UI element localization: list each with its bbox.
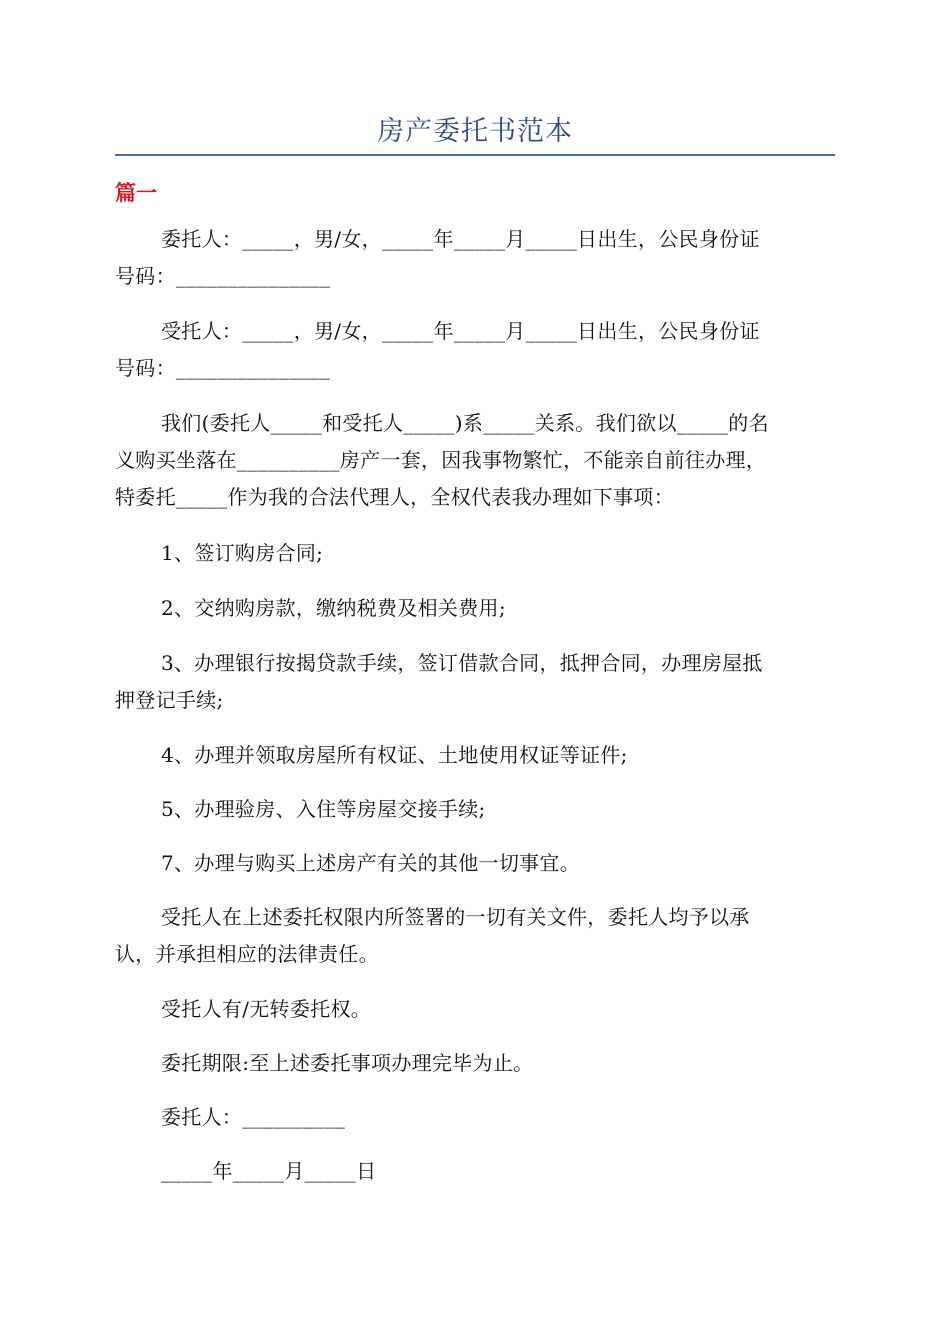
paragraph-principal [115, 221, 835, 295]
paragraph-term [115, 1045, 835, 1082]
paragraph-line: 义购买坐落在__________房产一套，因我事物繁忙，不能亲自前往办理， [115, 448, 767, 472]
paragraph-line: 我们(委托人_____和受托人_____)系_____关系。我们欲以_____的名 [161, 411, 769, 435]
paragraph-authorization [115, 405, 835, 516]
paragraph-line: 2、交纳购房款，缴纳税费及相关费用; [161, 596, 506, 620]
date-line [115, 1153, 835, 1190]
list-item-3 [115, 645, 835, 719]
section-heading: 篇一 [115, 181, 157, 205]
paragraph-line: 委托期限:至上述委托事项办理完毕为止。 [161, 1051, 534, 1075]
paragraph-line: 委托人：_____，男/女，_____年_____月_____日出生，公民身份证 [161, 227, 760, 251]
paragraph-line: 认，并承担相应的法律责任。 [115, 942, 379, 966]
paragraph-line: 特委托_____作为我的合法代理人，全权代表我办理如下事项： [115, 485, 674, 509]
list-item-4 [115, 737, 835, 774]
paragraph-line: 受托人：_____，男/女，_____年_____月_____日出生，公民身份证 [161, 319, 760, 343]
paragraph-liability [115, 899, 835, 973]
paragraph-sub-delegation [115, 991, 835, 1028]
paragraph-line: 受托人在上述委托权限内所签署的一切有关文件，委托人均予以承 [161, 905, 750, 929]
paragraph-line: 4、办理并领取房屋所有权证、土地使用权证等证件; [161, 743, 628, 767]
paragraph-line: 7、办理与购买上述房产有关的其他一切事宜。 [161, 851, 581, 875]
paragraph-line: 3、办理银行按揭贷款手续，签订借款合同，抵押合同，办理房屋抵 [161, 651, 763, 675]
list-item-7 [115, 845, 835, 882]
paragraph-line: 1、签订购房合同; [161, 541, 324, 565]
paragraph-agent [115, 313, 835, 387]
paragraph-line: 号码：_______________ [115, 356, 331, 380]
paragraph-line: 押登记手续; [115, 688, 224, 712]
list-item-5 [115, 791, 835, 828]
paragraph-line: 受托人有/无转委托权。 [161, 997, 372, 1021]
document-title: 房产委托书范本 [377, 116, 573, 147]
list-item-2 [115, 590, 835, 627]
paragraph-line: 号码：_______________ [115, 264, 331, 288]
signature-line [115, 1099, 835, 1136]
title-divider [115, 154, 835, 156]
list-item-1 [115, 535, 835, 572]
paragraph-line: 委托人：__________ [161, 1105, 346, 1129]
paragraph-line: _____年_____月_____日 [161, 1159, 377, 1183]
paragraph-line: 5、办理验房、入住等房屋交接手续; [161, 797, 486, 821]
